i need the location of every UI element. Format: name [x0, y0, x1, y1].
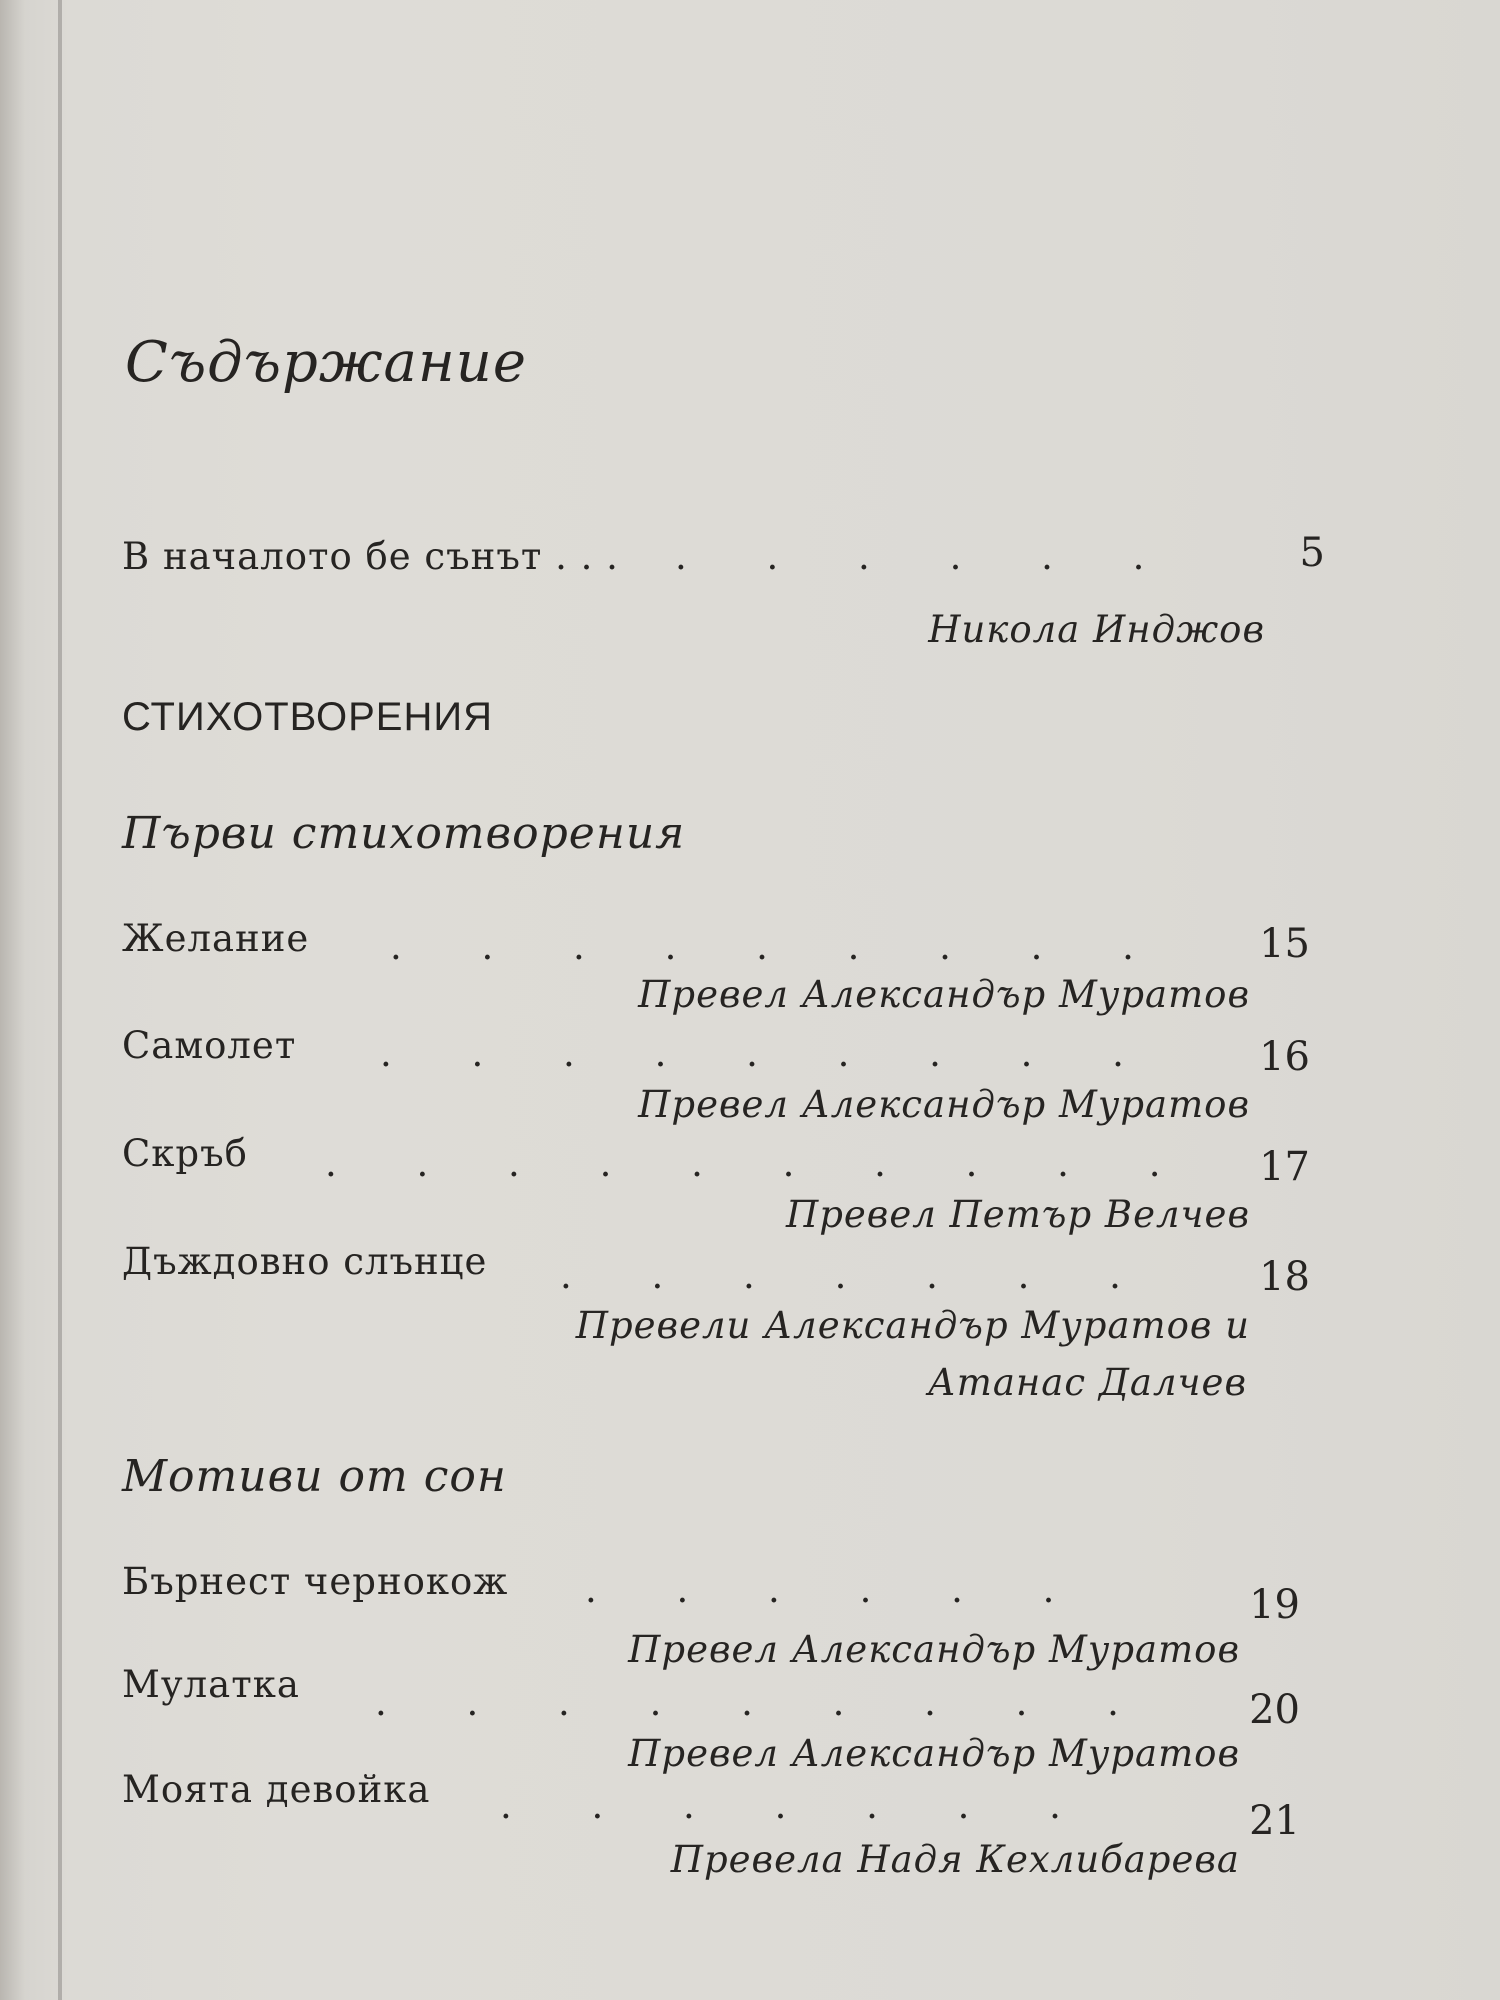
- leader-dots: . . . . . .: [675, 535, 1179, 578]
- toc-entry: [120, 1240, 1320, 1300]
- leader-dots: . . . . . . . . .: [390, 925, 1168, 968]
- page-number: 5: [1299, 530, 1325, 576]
- page-number: 15: [1259, 921, 1310, 967]
- leader-dots: . . . . . . . . . .: [325, 1142, 1195, 1185]
- leader-dots: . . . . . .: [585, 1568, 1089, 1611]
- entry-translator: Превел Александър Муратов: [628, 1732, 1240, 1775]
- page-number: 17: [1259, 1144, 1310, 1190]
- section-heading: СТИХОТВОРЕНИЯ: [122, 695, 493, 739]
- table-of-contents: [120, 0, 1325, 2000]
- group-heading: Първи стихотворения: [122, 808, 686, 859]
- toc-entry: [120, 917, 1320, 977]
- leader-dots: . . . . . . . . .: [380, 1032, 1158, 1075]
- leader-dots: . . . . . . .: [500, 1784, 1095, 1827]
- toc-entry: [120, 1663, 1320, 1733]
- entry-translator: Превели Александър Муратов и: [575, 1304, 1250, 1347]
- toc-entry-intro: [120, 530, 1325, 595]
- entry-translator: Превел Александър Муратов: [638, 1083, 1250, 1126]
- toc-entry: [120, 1560, 1320, 1628]
- page-number: 21: [1249, 1798, 1300, 1844]
- entry-title: Бърнест чернокож: [122, 1560, 509, 1603]
- entry-title: Самолет: [122, 1024, 297, 1067]
- page-number: 18: [1259, 1254, 1310, 1300]
- leader-dots: . . . . . . .: [560, 1254, 1155, 1297]
- toc-entry: [120, 1024, 1320, 1084]
- toc-entry: [120, 1132, 1320, 1192]
- leader-dots: . . . . . . . . .: [375, 1681, 1153, 1724]
- page-gutter: [58, 0, 62, 2000]
- entry-translator: Превел Александър Муратов: [638, 973, 1250, 1016]
- page-number: 19: [1249, 1582, 1300, 1628]
- entry-title: Дъждовно слънце: [122, 1240, 488, 1283]
- entry-title: Желание: [122, 917, 310, 960]
- page-number: 20: [1249, 1687, 1300, 1733]
- entry-translator: Превел Петър Велчев: [785, 1193, 1250, 1236]
- entry-title: Моята девойка: [122, 1768, 431, 1811]
- entry-title: Скръб: [122, 1132, 248, 1175]
- toc-entry: [120, 1768, 1320, 1844]
- entry-title: В началото бе сънът . . .: [122, 535, 619, 578]
- entry-translator: Превела Надя Кехлибарева: [670, 1838, 1240, 1881]
- entry-translator-line2: Атанас Далчев: [927, 1361, 1247, 1404]
- group-heading: Мотиви от сон: [122, 1451, 507, 1502]
- entry-translator: Превел Александър Муратов: [628, 1628, 1240, 1671]
- entry-title: Мулатка: [122, 1663, 300, 1706]
- toc-title: Съдържание: [125, 330, 527, 395]
- page-number: 16: [1259, 1034, 1310, 1080]
- entry-author: Никола Инджов: [928, 608, 1265, 651]
